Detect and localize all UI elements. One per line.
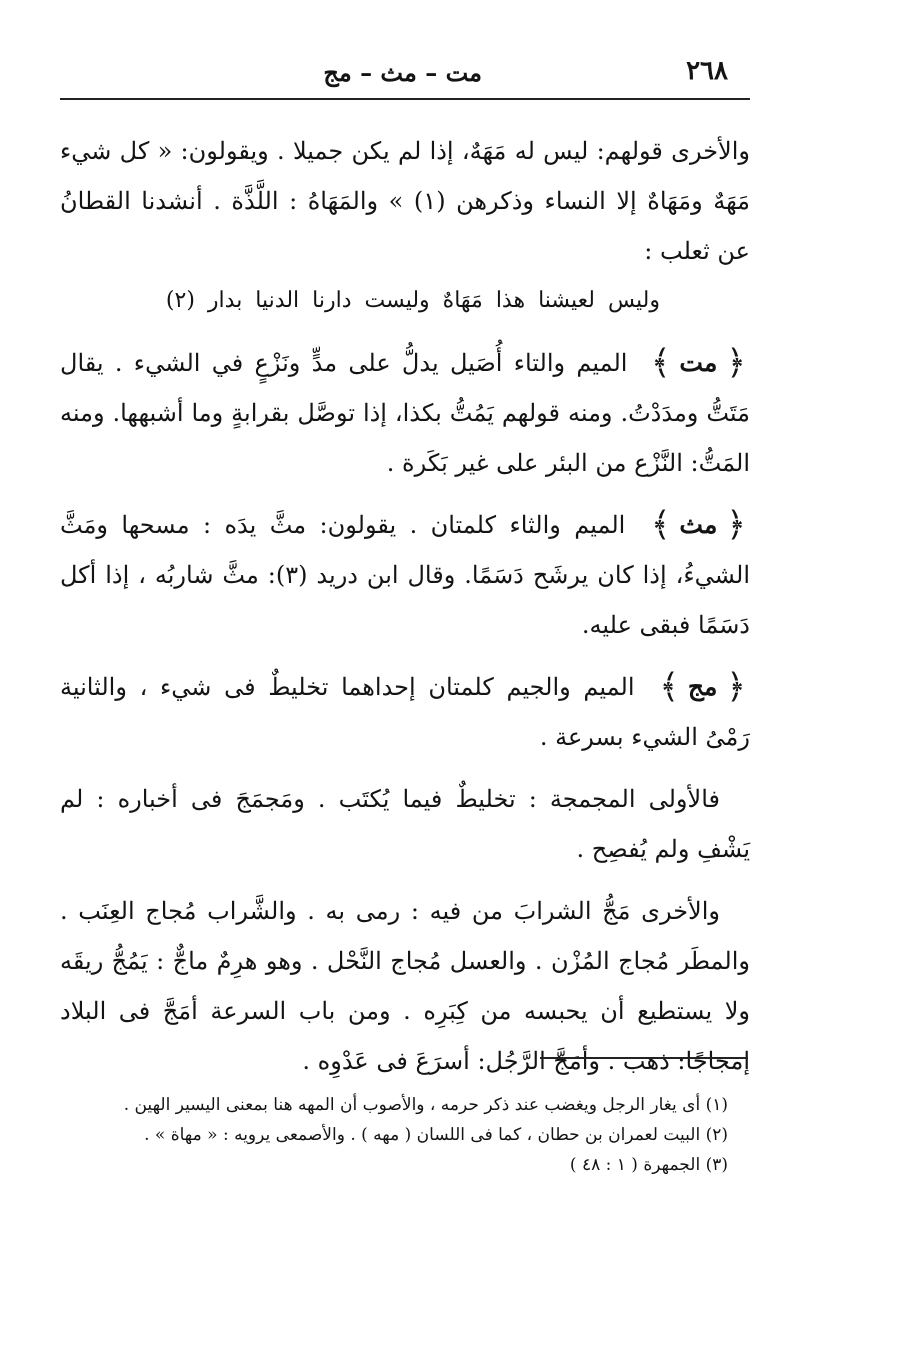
entry-heading-math: ﴿ مث ﴾ bbox=[650, 505, 746, 545]
entry-majj bbox=[60, 662, 750, 762]
paragraph-first-meaning: فالأولى المجمجة : تخليطٌ فيما يُكتَب . ومَجمَجَ فى أخباره : لم يَشْفِ ولم يُفصِح . bbox=[60, 785, 750, 863]
entry-mat bbox=[60, 338, 750, 488]
entry-heading-text: مج bbox=[687, 672, 718, 701]
running-title: مت – مث – مج bbox=[323, 58, 482, 87]
entry-text: الميم والثاء كلمتان . يقولون: مثَّ يدَه : مسحها ومَثَّ الشيءُ، إذا كان يرشَح دَسَمًا. وقال ابن دريد (٣): مثَّ شاربُه ، إذا أكل دَسَمًا فبقى عليه. bbox=[60, 511, 750, 639]
footnote-rule bbox=[540, 1057, 748, 1059]
page-number: ٢٦٨ bbox=[686, 56, 728, 86]
entry-heading-mat: ﴿ مت ﴾ bbox=[650, 343, 746, 383]
entry-math bbox=[60, 500, 750, 650]
entry-heading-text: مث bbox=[679, 510, 718, 539]
footnote-3: (٣) الجمهرة ( ١ : ٤٨ ) bbox=[569, 1155, 728, 1175]
footnote-2: (٢) البيت لعمران بن حطان ، كما فى اللسان ( مهه ) . والأصمعى يرويه : « مهاة » . bbox=[144, 1125, 728, 1145]
footnote-1: (١) أى يغار الرجل ويغضب عند ذكر حرمه ، والأصوب أن المهه هنا بمعنى اليسير الهين . bbox=[123, 1095, 728, 1115]
body-text bbox=[60, 126, 750, 1086]
entry-heading-text: مت bbox=[679, 348, 718, 377]
paragraph-second-meaning: والأخرى مَجُّ الشرابَ من فيه : رمى به . والشَّراب مُجاج العِنَب . والمطَر مُجاج المُزْن . والعسل مُجاج النَّحْل . وهو هرِمٌ ماجٌّ : يَمُجُّ ريقَه ولا يستطيع أن يحبسه من كِبَرِه . ومن باب السرعة أمَجَّ فى البلاد إمجاجًا: ذهب . وأمَجَّ الرَّجُل: أسرَعَ فى عَدْوِه . bbox=[60, 897, 750, 1075]
poetry-verse: وليس لعيشنا هذا مَهَاهٌ وليست دارنا الدنيا بدار (٢) bbox=[165, 288, 660, 313]
entry-heading-majj: ﴿ مج ﴾ bbox=[659, 667, 746, 707]
entry-text: الميم والتاء أُصَيل يدلُّ على مدٍّ ونَزْعٍ في الشيء . يقال مَتَتُّ ومدَدْتُ. ومنه قولهم يَمُتُّ بكذا، إذا توصَّل بقرابةٍ وما أشبهها. ومنه المَتُّ: النَّزْع من البئر على غير بَكَرة . bbox=[60, 349, 750, 477]
footnotes bbox=[60, 1090, 728, 1180]
page-header bbox=[60, 50, 750, 98]
paragraph-mahah: والأخرى قولهم: ليس له مَهَهٌ، إذا لم يكن جميلا . ويقولون: « كل شيء مَهَهٌ ومَهَاهٌ إلا النساء وذكرهن (١) » والمَهَاهُ : اللَّذَّة . أنشدنا القطانُ عن ثعلب : bbox=[60, 137, 750, 265]
entry-text: الميم والجيم كلمتان إحداهما تخليطٌ فى شيء ، والثانية رَمْىُ الشيء بسرعة . bbox=[60, 673, 750, 751]
header-rule bbox=[60, 98, 750, 100]
